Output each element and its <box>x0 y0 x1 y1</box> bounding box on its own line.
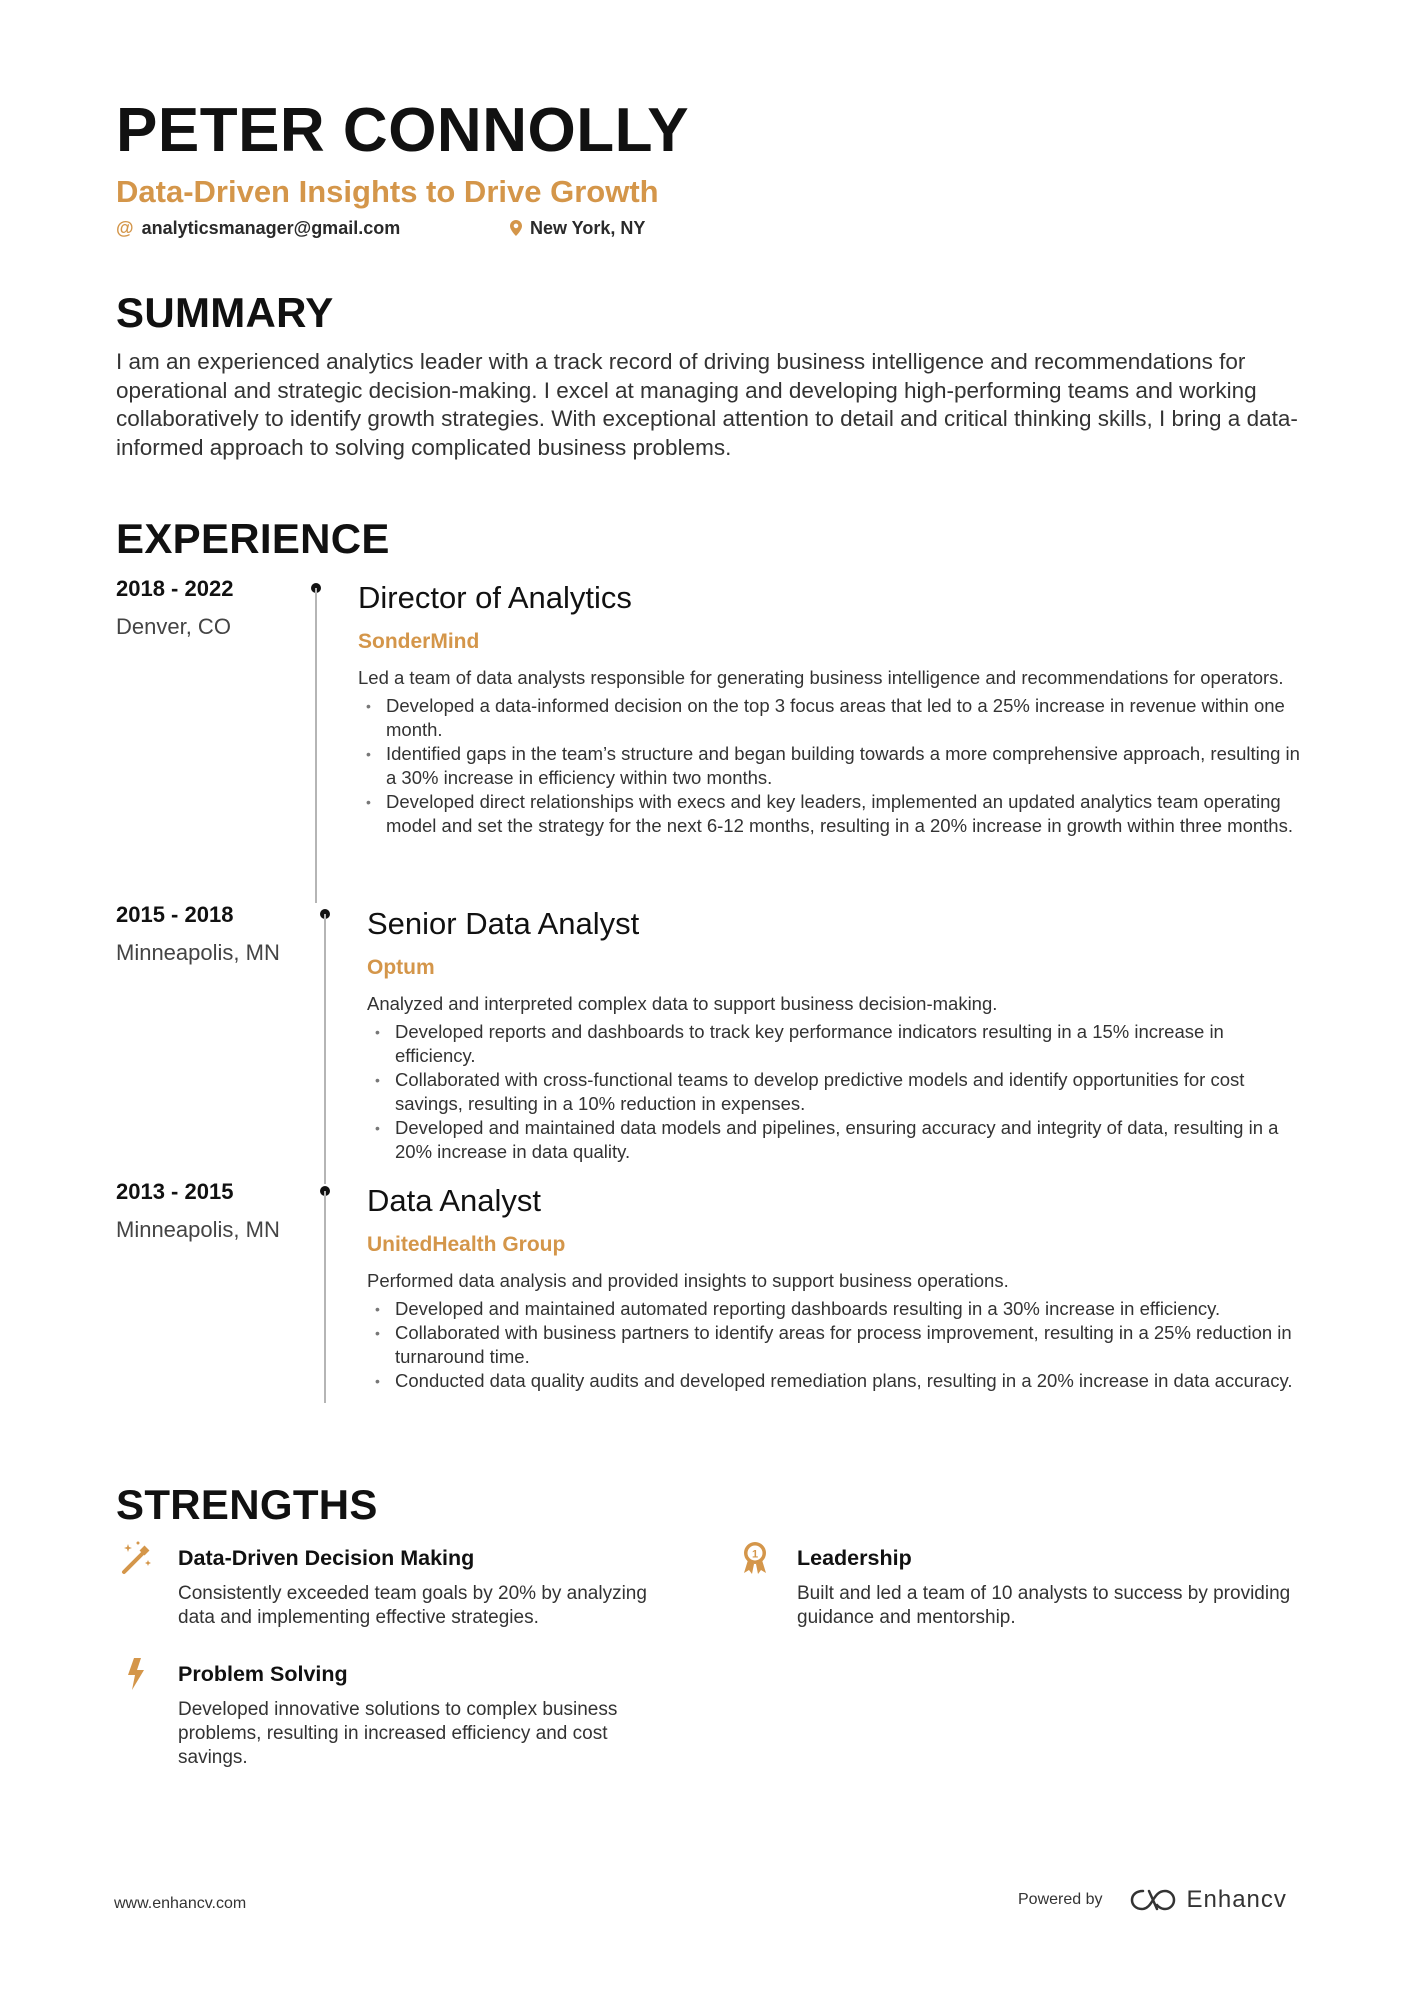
job-dates: 2013 - 2015 <box>116 1179 234 1204</box>
timeline-line <box>315 588 317 903</box>
job-bullet: • Developed reports and dashboards to track key performance indicators resulting in a 15% increase in efficiency. <box>367 1020 1307 1068</box>
brand-name: Enhancv <box>1186 1886 1287 1913</box>
job-content <box>367 908 1307 1164</box>
experience-heading: EXPERIENCE <box>116 515 390 562</box>
job-company: UnitedHealth Group <box>367 1233 566 1256</box>
strength-description: Developed innovative solutions to complex business problems, resulting in increased efficiency and cost savings. <box>178 1699 618 1768</box>
job-content <box>358 582 1308 838</box>
lightning-bolt-icon <box>118 1656 154 1692</box>
job-content <box>367 1185 1307 1393</box>
job-title: Data Analyst <box>367 1183 542 1218</box>
timeline-line <box>324 914 326 1184</box>
job-location: Denver, CO <box>116 614 231 639</box>
contact-location <box>510 219 645 237</box>
job-location: Minneapolis, MN <box>116 1217 280 1242</box>
job-bullet: • Developed and maintained data models and pipelines, ensuring accuracy and integrity of data, resulting in a 20% increase in data quality. <box>367 1116 1307 1164</box>
location-text: New York, NY <box>530 218 646 238</box>
job-company: Optum <box>367 956 435 979</box>
strength-description: Built and led a team of 10 analysts to success by providing guidance and mentorship. <box>797 1583 1291 1628</box>
timeline-line <box>324 1191 326 1403</box>
at-sign-icon: @ <box>116 218 134 238</box>
job-dates: 2015 - 2018 <box>116 902 234 927</box>
job-location: Minneapolis, MN <box>116 940 280 965</box>
summary-heading: SUMMARY <box>116 289 334 336</box>
strength-title: Data-Driven Decision Making <box>178 1546 475 1570</box>
job-dates: 2018 - 2022 <box>116 576 234 601</box>
job-title: Senior Data Analyst <box>367 906 640 941</box>
footer-website[interactable]: www.enhancv.com <box>114 1895 247 1912</box>
job-description: Analyzed and interpreted complex data to support business decision-making. <box>367 993 998 1014</box>
strength-title: Problem Solving <box>178 1662 348 1686</box>
job-bullets <box>367 1297 1307 1393</box>
job-bullet: • Collaborated with cross-functional teams to develop predictive models and identify opportunities for cost savings, resulting in a 10% reduction in expenses. <box>367 1068 1307 1116</box>
job-bullets <box>358 694 1308 838</box>
job-bullets <box>367 1020 1307 1164</box>
candidate-tagline: Data-Driven Insights to Drive Growth <box>116 174 659 209</box>
contact-email[interactable] <box>116 219 400 237</box>
enhancv-logo-icon <box>1129 1887 1177 1913</box>
strength-description: Consistently exceeded team goals by 20% by analyzing data and implementing effective strategies. <box>178 1583 647 1628</box>
job-bullet: • Developed a data-informed decision on the top 3 focus areas that led to a 25% increase in revenue within one month. <box>358 694 1308 742</box>
job-company: SonderMind <box>358 630 480 653</box>
strength-title: Leadership <box>797 1546 912 1570</box>
svg-text:1: 1 <box>751 1548 759 1561</box>
footer-branding <box>1018 1886 1287 1914</box>
powered-by-label: Powered by <box>1018 1891 1103 1908</box>
job-bullet: • Developed direct relationships with execs and key leaders, implemented an updated analytics team operating model and set the strategy for the next 6-12 months, resulting in a 20% increase in growth within three months. <box>358 790 1308 838</box>
job-description: Performed data analysis and provided insights to support business operations. <box>367 1270 1009 1291</box>
job-bullet: • Developed and maintained automated reporting dashboards resulting in a 30% increase in efficiency. <box>367 1297 1307 1321</box>
job-bullet: • Collaborated with business partners to identify areas for process improvement, resulting in a 25% reduction in turnaround time. <box>367 1321 1307 1369</box>
summary-text: I am an experienced analytics leader with a track record of driving business intelligence and recommendations for operational and strategic decision-making. I excel at managing and developing high-performing teams and working collaboratively to identify growth strategies. With exceptional attention to detail and critical thinking skills, I bring a data-informed approach to solving complicated business problems. <box>116 349 1298 460</box>
magic-wand-icon <box>118 1540 154 1576</box>
job-description: Led a team of data analysts responsible for generating business intelligence and recommendations for operators. <box>358 667 1284 688</box>
map-pin-icon <box>510 220 522 236</box>
email-text: analyticsmanager@gmail.com <box>141 218 401 238</box>
job-bullet: • Conducted data quality audits and developed remediation plans, resulting in a 20% increase in data accuracy. <box>367 1369 1307 1393</box>
award-ribbon-icon <box>737 1540 773 1576</box>
brand-logo[interactable] <box>1129 1886 1287 1914</box>
job-title: Director of Analytics <box>358 580 632 615</box>
strengths-heading: STRENGTHS <box>116 1481 378 1528</box>
candidate-name: PETER CONNOLLY <box>116 96 690 165</box>
job-bullet: • Identified gaps in the team’s structure and began building towards a more comprehensive approach, resulting in a 30% increase in efficiency within two months. <box>358 742 1308 790</box>
